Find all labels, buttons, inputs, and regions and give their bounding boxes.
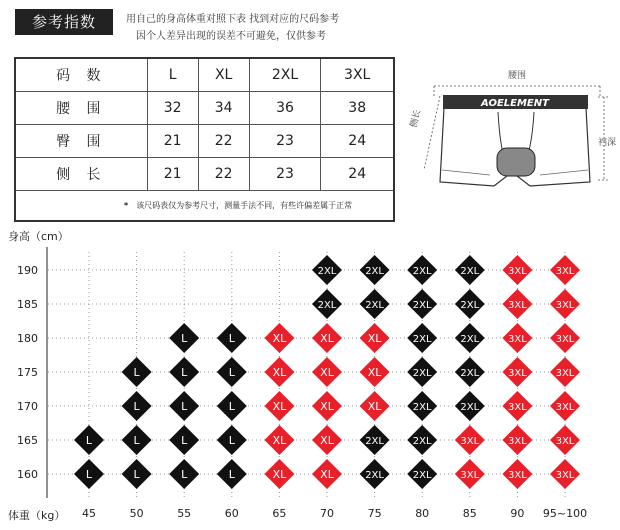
size-mark-3xl: [502, 289, 532, 319]
y-tick-label: 165: [17, 434, 38, 447]
size-mark-xl: [264, 357, 294, 387]
size-mark-label: 2XL: [412, 368, 432, 379]
size-cell: 22: [198, 125, 249, 158]
size-mark-label: 2XL: [460, 266, 480, 277]
underwear-diagram: [407, 70, 616, 186]
x-tick-label: 70: [320, 507, 334, 520]
size-mark-label: 3XL: [555, 436, 575, 447]
size-mark-label: 3XL: [508, 436, 527, 447]
size-mark-label: XL: [320, 400, 334, 413]
size-mark-label: 3XL: [508, 266, 527, 277]
size-mark-2xl: [455, 391, 485, 421]
size-mark-2xl: [407, 425, 437, 455]
size-mark-label: 2XL: [317, 266, 337, 277]
size-mark-label: XL: [272, 468, 287, 481]
size-mark-label: L: [133, 468, 140, 481]
y-tick-label: 175: [17, 366, 38, 379]
size-mark-l: [169, 425, 199, 455]
size-mark-label: 3XL: [555, 300, 575, 311]
x-tick-label: 50: [129, 507, 144, 520]
size-mark-3xl: [455, 459, 485, 489]
size-mark-2xl: [407, 289, 437, 319]
size-mark-xl: [264, 323, 294, 353]
size-mark-label: XL: [367, 400, 382, 413]
size-mark-3xl: [502, 459, 532, 489]
size-mark-label: 2XL: [460, 368, 480, 379]
size-mark-label: 2XL: [412, 402, 432, 413]
size-mark-label: L: [228, 400, 235, 413]
size-row-label: 腰 围: [15, 92, 147, 125]
size-mark-label: 2XL: [412, 436, 432, 447]
size-header-cell: XL: [198, 58, 249, 92]
size-cell: 23: [249, 125, 321, 158]
size-mark-label: XL: [320, 468, 334, 481]
size-mark-label: 3XL: [508, 300, 527, 311]
x-ticks: [82, 507, 587, 520]
size-mark-2xl: [455, 323, 485, 353]
x-tick-label: 85: [462, 507, 477, 520]
size-mark-xl: [312, 357, 342, 387]
size-mark-label: L: [228, 332, 235, 345]
size-mark-label: 3XL: [508, 470, 527, 481]
size-mark-label: 2XL: [365, 470, 384, 481]
size-row-label: 侧 长: [15, 158, 147, 191]
note-text: 该尺码表仅为参考尺寸，测量手法不同，有些许偏差属于正常: [136, 201, 353, 210]
size-mark-3xl: [550, 391, 580, 421]
y-tick-label: 185: [17, 298, 38, 311]
size-mark-2xl: [360, 289, 390, 319]
size-mark-label: 3XL: [508, 368, 527, 379]
size-cell: 24: [321, 125, 394, 158]
size-mark-3xl: [455, 425, 485, 455]
size-mark-label: 3XL: [508, 402, 527, 413]
size-mark-label: 3XL: [555, 334, 575, 345]
size-mark-xl: [360, 357, 390, 387]
size-header-cell: L: [147, 58, 198, 92]
size-mark-3xl: [550, 289, 580, 319]
size-cell: 21: [147, 125, 198, 158]
size-mark-label: L: [181, 468, 188, 481]
size-mark-2xl: [455, 255, 485, 285]
size-mark-xl: [312, 459, 342, 489]
size-mark-xl: [312, 391, 342, 421]
size-mark-l: [122, 357, 152, 387]
size-mark-2xl: [312, 255, 342, 285]
size-mark-l: [169, 459, 199, 489]
size-mark-label: 3XL: [460, 470, 480, 481]
size-mark-label: L: [181, 434, 188, 447]
size-mark-l: [122, 459, 152, 489]
size-mark-l: [74, 425, 104, 455]
size-mark-l: [217, 425, 247, 455]
size-marks: [74, 255, 580, 489]
size-mark-2xl: [312, 289, 342, 319]
header-badge: 参考指数: [15, 9, 113, 35]
size-mark-label: XL: [272, 434, 287, 447]
size-mark-label: 3XL: [460, 436, 480, 447]
size-mark-2xl: [360, 459, 390, 489]
size-mark-2xl: [407, 391, 437, 421]
size-mark-2xl: [455, 357, 485, 387]
size-chart: [8, 229, 587, 522]
size-mark-label: L: [181, 332, 188, 345]
size-mark-label: L: [228, 434, 235, 447]
size-mark-2xl: [407, 357, 437, 387]
y-ticks: [17, 264, 38, 481]
size-mark-2xl: [455, 289, 485, 319]
size-header-cell: 2XL: [249, 58, 321, 92]
size-mark-3xl: [502, 323, 532, 353]
mesh-panel: [497, 148, 535, 176]
size-mark-l: [122, 425, 152, 455]
size-cell: 23: [249, 158, 321, 191]
x-tick-label: 45: [82, 507, 96, 520]
x-tick-label: 65: [272, 507, 287, 520]
size-mark-3xl: [502, 357, 532, 387]
x-tick-label: 75: [367, 507, 382, 520]
size-mark-xl: [312, 425, 342, 455]
y-tick-label: 180: [17, 332, 38, 345]
size-mark-label: XL: [367, 332, 382, 345]
size-mark-label: 2XL: [317, 300, 337, 311]
y-tick-label: 170: [17, 400, 38, 413]
size-mark-label: L: [228, 468, 235, 481]
note-asterisk: *: [124, 201, 129, 210]
size-mark-3xl: [550, 357, 580, 387]
size-mark-l: [169, 357, 199, 387]
size-mark-2xl: [407, 255, 437, 285]
size-mark-2xl: [407, 459, 437, 489]
size-mark-label: 3XL: [555, 470, 575, 481]
x-tick-label: 90: [510, 507, 525, 520]
size-mark-label: L: [228, 366, 235, 379]
size-mark-label: 2XL: [365, 436, 384, 447]
size-mark-label: 2XL: [412, 300, 432, 311]
size-mark-label: L: [133, 400, 140, 413]
size-mark-3xl: [550, 255, 580, 285]
x-tick-label: 60: [224, 507, 239, 520]
size-mark-l: [122, 391, 152, 421]
size-mark-3xl: [550, 425, 580, 455]
size-mark-label: 2XL: [365, 300, 384, 311]
size-mark-label: XL: [272, 332, 287, 345]
x-tick-label: 80: [415, 507, 430, 520]
size-mark-l: [169, 323, 199, 353]
size-cell: 24: [321, 158, 394, 191]
size-cell: 34: [198, 92, 249, 125]
size-mark-xl: [264, 425, 294, 455]
size-mark-2xl: [360, 425, 390, 455]
size-mark-3xl: [502, 391, 532, 421]
size-header-cell: 码 数: [15, 58, 147, 92]
x-tick-label: 95~100: [542, 507, 588, 520]
size-mark-label: 3XL: [508, 334, 527, 345]
size-mark-label: XL: [320, 434, 334, 447]
size-mark-label: XL: [272, 400, 287, 413]
size-mark-label: 2XL: [412, 266, 432, 277]
size-mark-3xl: [502, 425, 532, 455]
size-mark-l: [217, 459, 247, 489]
size-mark-label: L: [133, 434, 140, 447]
y-tick-label: 190: [17, 264, 38, 277]
size-mark-label: 2XL: [460, 334, 480, 345]
size-mark-2xl: [360, 255, 390, 285]
size-mark-label: 3XL: [555, 266, 575, 277]
size-mark-label: L: [181, 400, 188, 413]
size-mark-label: XL: [320, 332, 334, 345]
y-tick-label: 160: [17, 468, 38, 481]
size-cell: 38: [321, 92, 394, 125]
size-mark-label: L: [85, 468, 93, 481]
size-mark-label: 3XL: [555, 368, 575, 379]
size-mark-label: 2XL: [460, 402, 480, 413]
size-mark-label: XL: [272, 366, 287, 379]
size-mark-label: L: [181, 366, 188, 379]
size-mark-label: L: [133, 366, 140, 379]
size-mark-2xl: [407, 323, 437, 353]
size-mark-3xl: [550, 323, 580, 353]
size-mark-label: 2XL: [412, 334, 432, 345]
size-mark-xl: [264, 459, 294, 489]
size-cell: 32: [147, 92, 198, 125]
size-mark-3xl: [550, 459, 580, 489]
size-mark-label: L: [85, 434, 93, 447]
size-mark-3xl: [502, 255, 532, 285]
size-cell: 36: [249, 92, 321, 125]
waist-label: 腰围: [507, 71, 527, 81]
size-mark-l: [217, 357, 247, 387]
size-mark-label: 2XL: [365, 266, 384, 277]
x-tick-label: 55: [177, 507, 192, 520]
size-mark-l: [74, 459, 104, 489]
header-note-line1: 用自己的身高体重对照下表 找到对应的尺码参考: [126, 14, 340, 25]
size-mark-l: [169, 391, 199, 421]
size-cell: 22: [198, 158, 249, 191]
x-axis-label: 体重（kg）: [8, 509, 66, 522]
brand-text: AOELEMENT: [481, 98, 549, 109]
size-row-label: 臀 围: [15, 125, 147, 158]
side-length-label: 侧长: [409, 108, 424, 129]
size-mark-xl: [360, 323, 390, 353]
size-header-cell: 3XL: [321, 58, 394, 92]
crotch-depth-label: 裆深: [598, 138, 617, 148]
size-mark-label: 2XL: [460, 300, 480, 311]
y-axis-label: 身高（cm）: [8, 230, 69, 243]
size-mark-label: XL: [367, 366, 382, 379]
size-mark-label: XL: [320, 366, 334, 379]
size-mark-l: [217, 391, 247, 421]
size-mark-l: [217, 323, 247, 353]
size-mark-label: 2XL: [412, 470, 432, 481]
size-mark-xl: [312, 323, 342, 353]
size-mark-label: 3XL: [555, 402, 575, 413]
size-mark-xl: [360, 391, 390, 421]
size-cell: 21: [147, 158, 198, 191]
size-mark-xl: [264, 391, 294, 421]
header-note-line2: 因个人差异出现的误差不可避免，仅供参考: [136, 31, 326, 42]
